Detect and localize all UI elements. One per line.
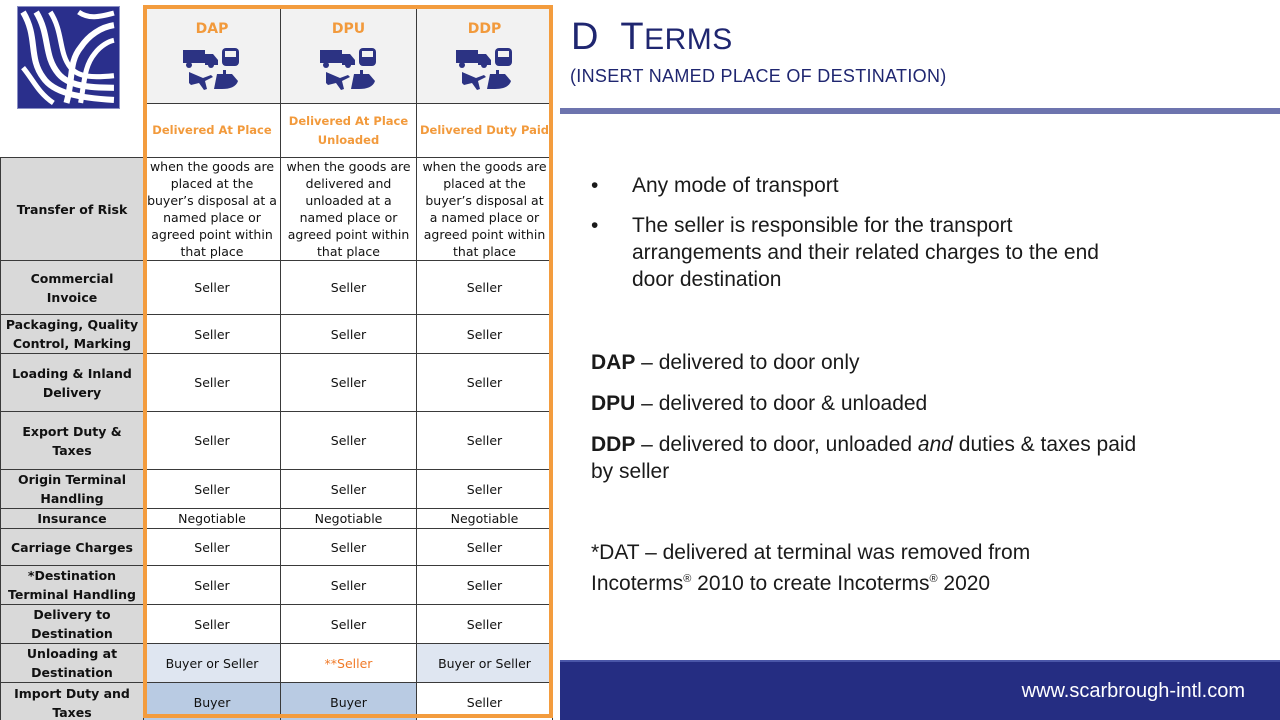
term-code: DAP bbox=[195, 21, 229, 37]
table-row bbox=[1, 354, 553, 412]
footnote-text: 2010 to create Incoterms bbox=[691, 572, 930, 595]
table-cell: Seller bbox=[417, 529, 553, 566]
table-cell: Seller bbox=[144, 566, 281, 605]
table-cell: Seller bbox=[417, 683, 553, 720]
row-label: Carriage Charges bbox=[1, 529, 144, 566]
term-name-ddp: Delivered Duty Paid bbox=[417, 104, 553, 158]
bullet-list bbox=[591, 172, 1131, 306]
row-label: Loading & Inland Delivery bbox=[1, 354, 144, 412]
table-row bbox=[1, 529, 553, 566]
table-cell: Seller bbox=[281, 566, 417, 605]
table-row bbox=[1, 605, 553, 644]
table-cell: Negotiable bbox=[417, 509, 553, 529]
dat-footnote bbox=[591, 539, 1151, 597]
definition-text: delivered to door & unloaded bbox=[658, 392, 928, 415]
definition-text: duties & taxes paid by seller bbox=[591, 433, 1137, 483]
table-cell: Buyer bbox=[281, 683, 417, 720]
page-title bbox=[571, 16, 733, 59]
row-label: Transfer of Risk bbox=[1, 158, 144, 261]
table-cell: Negotiable bbox=[281, 509, 417, 529]
table-row bbox=[1, 315, 553, 354]
table-cell: Seller bbox=[281, 412, 417, 470]
table-cell: **Seller bbox=[281, 644, 417, 683]
table-cell: when the goods are placed at the buyer’s disposal at a named place or agreed point within that place bbox=[144, 158, 281, 261]
definition-text: delivered to door only bbox=[658, 351, 860, 374]
table-cell: when the goods are placed at the buyer’s disposal at a named place or agreed point within that place bbox=[417, 158, 553, 261]
row-label: Unloading at Destination bbox=[1, 644, 144, 683]
header-divider bbox=[560, 108, 1280, 114]
row-label: Origin Terminal Handling bbox=[1, 470, 144, 509]
table-cell: Seller bbox=[281, 354, 417, 412]
row-label: Import Duty and Taxes bbox=[1, 683, 144, 720]
registered-mark: ® bbox=[683, 573, 692, 585]
table-cell: Seller bbox=[417, 261, 553, 315]
table-cell: Seller bbox=[144, 354, 281, 412]
table-cell: Buyer bbox=[144, 683, 281, 720]
definition-dash: – bbox=[635, 392, 659, 415]
table-cell: Seller bbox=[417, 605, 553, 644]
registered-mark: ® bbox=[929, 573, 938, 585]
row-label: Export Duty & Taxes bbox=[1, 412, 144, 470]
table-cell: Seller bbox=[144, 605, 281, 644]
table-cell: Seller bbox=[281, 529, 417, 566]
definition-dash: – bbox=[635, 351, 659, 374]
row-label: Commercial Invoice bbox=[1, 261, 144, 315]
table-row bbox=[1, 509, 553, 529]
blank-corner bbox=[1, 7, 144, 104]
table-cell: Seller bbox=[144, 315, 281, 354]
definition-term: DPU bbox=[591, 392, 636, 415]
table-cell: Seller bbox=[144, 261, 281, 315]
table-cell: Negotiable bbox=[144, 509, 281, 529]
bullet-item: • Any mode of transport bbox=[591, 172, 1131, 199]
footnote-line: *DAT – delivered at terminal was removed from bbox=[591, 541, 1031, 564]
footnote-text: 2020 bbox=[937, 572, 991, 595]
table-cell: Seller bbox=[144, 412, 281, 470]
term-name-dap: Delivered At Place bbox=[144, 104, 281, 158]
column-header-ddp bbox=[417, 7, 553, 104]
table-cell: Buyer or Seller bbox=[144, 644, 281, 683]
title-initial: T bbox=[620, 16, 645, 58]
definition-term: DDP bbox=[591, 433, 636, 456]
definition-term: DAP bbox=[591, 351, 636, 374]
definition-text: delivered to door, unloaded bbox=[658, 433, 918, 456]
table-cell: Seller bbox=[417, 412, 553, 470]
page-subtitle: (INSERT NAMED PLACE OF DESTINATION) bbox=[570, 66, 947, 86]
table-cell: Seller bbox=[144, 529, 281, 566]
table-cell: Seller bbox=[417, 566, 553, 605]
term-code: DDP bbox=[467, 21, 502, 37]
table-cell: Seller bbox=[281, 315, 417, 354]
table-cell: Seller bbox=[417, 354, 553, 412]
column-header-dap bbox=[144, 7, 281, 104]
table-cell: Seller bbox=[281, 470, 417, 509]
definition-dap bbox=[591, 349, 1151, 376]
transport-modes-icon bbox=[454, 46, 516, 90]
row-label: *Destination Terminal Handling bbox=[1, 566, 144, 605]
term-name-row bbox=[1, 104, 553, 158]
table-row bbox=[1, 470, 553, 509]
transport-modes-icon bbox=[318, 46, 380, 90]
table-cell: Seller bbox=[417, 315, 553, 354]
row-label: Insurance bbox=[1, 509, 144, 529]
definition-emphasis: and bbox=[917, 433, 953, 456]
definition-dash: – bbox=[635, 433, 659, 456]
term-code-row bbox=[1, 7, 553, 104]
table-cell: when the goods are delivered and unloaded at a named place or agreed point within that place bbox=[281, 158, 417, 261]
footer-bar bbox=[560, 660, 1280, 720]
website-url: www.scarbrough-intl.com bbox=[1021, 680, 1245, 702]
title-letter: D bbox=[571, 16, 599, 58]
table-row bbox=[1, 158, 553, 261]
table-cell: Seller bbox=[281, 261, 417, 315]
transport-modes-icon bbox=[181, 46, 243, 90]
bullet-item: • The seller is responsible for the transport arrangements and their related charges to the end door destination bbox=[591, 212, 1131, 293]
table-cell: Buyer or Seller bbox=[417, 644, 553, 683]
table-cell: Seller bbox=[417, 470, 553, 509]
table-cell: Seller bbox=[144, 470, 281, 509]
term-name-dpu: Delivered At Place Unloaded bbox=[281, 104, 417, 158]
definition-dpu bbox=[591, 390, 1151, 417]
term-definitions bbox=[591, 349, 1151, 499]
table-row bbox=[1, 683, 553, 720]
table-row bbox=[1, 261, 553, 315]
title-rest: ERMS bbox=[644, 23, 733, 56]
column-header-dpu bbox=[281, 7, 417, 104]
definition-ddp bbox=[591, 431, 1151, 485]
footnote-line bbox=[591, 566, 1151, 597]
table-row bbox=[1, 566, 553, 605]
row-label: Delivery to Destination bbox=[1, 605, 144, 644]
table-row bbox=[1, 412, 553, 470]
table-row bbox=[1, 644, 553, 683]
blank-corner bbox=[1, 104, 144, 158]
row-label: Packaging, Quality Control, Marking bbox=[1, 315, 144, 354]
term-code: DPU bbox=[331, 21, 366, 37]
incoterms-d-terms-table bbox=[0, 6, 553, 720]
table-cell: Seller bbox=[281, 605, 417, 644]
footnote-text: Incoterms bbox=[591, 572, 684, 595]
